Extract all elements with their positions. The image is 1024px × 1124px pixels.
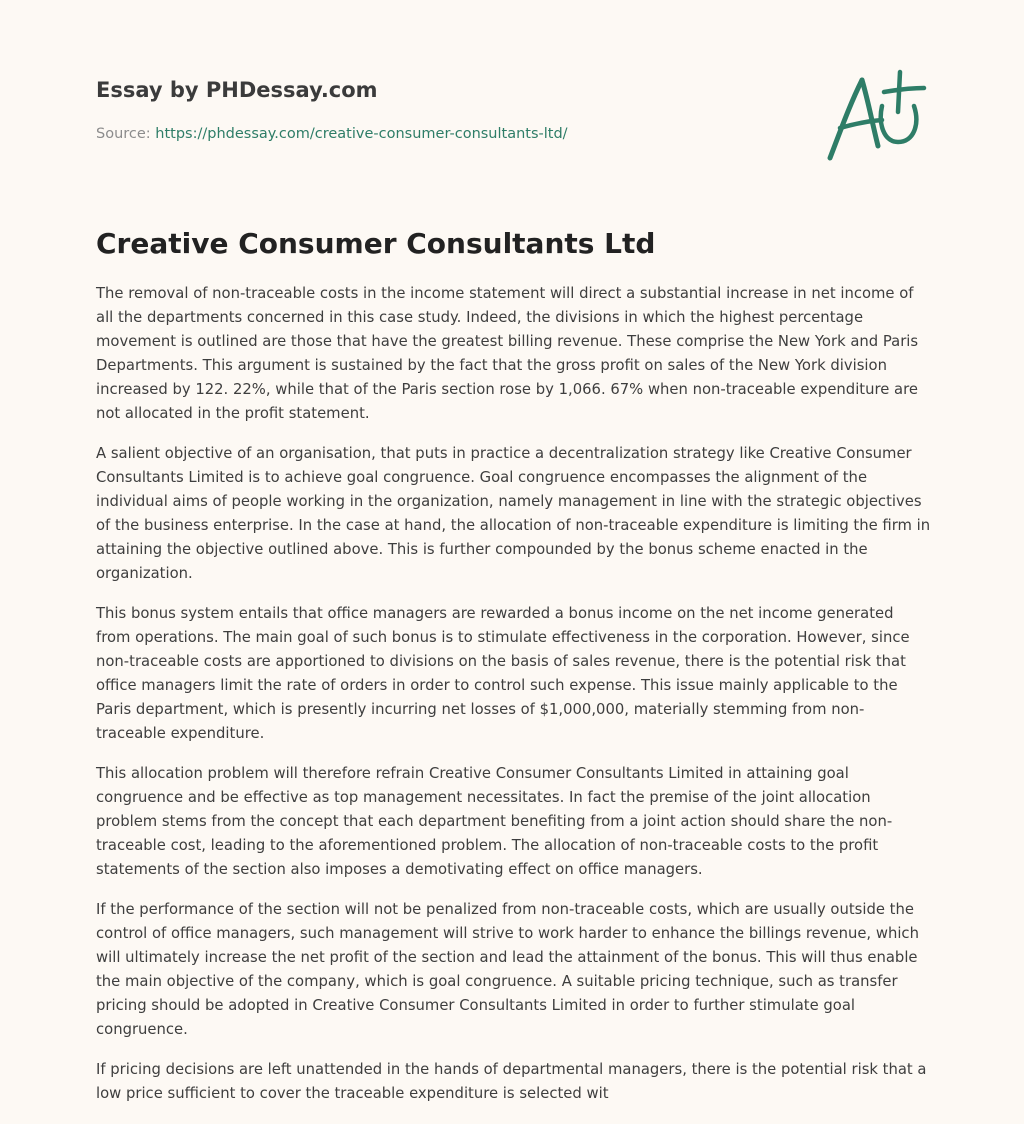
essay-paragraph: If pricing decisions are left unattended in the hands of departmental managers, there is the potential risk that a low price sufficient to cover the traceable expenditure is selected wit — [96, 1061, 927, 1102]
page-header — [96, 74, 796, 144]
essay-paragraph: This bonus system entails that office managers are rewarded a bonus income on the net income generated from operations. The main goal of such bonus is to stimulate effectiveness in the corporation. However, since non-traceable costs are apportioned to divisions on the basis of sales revenue, there is the potential risk that office managers limit the rate of orders in order to control such expense. This issue mainly applicable to the Paris department, which is presently incurring net losses of $1,000,000, materially stemming from non-traceable expenditure. — [96, 605, 910, 742]
essay-paragraph: The removal of non-traceable costs in the income statement will direct a substantial increase in net income of all the departments concerned in this case study. Indeed, the divisions in which the highest percentage movement is outlined are those that have the greatest billing revenue. These comprise the New York and Paris Departments. This argument is sustained by the fact that the gross profit on sales of the New York division increased by 122. 22%, while that of the Paris section rose by 1,066. 67% when non-traceable expenditure are not allocated in the profit statement. — [96, 285, 919, 422]
essay-content — [96, 226, 932, 1122]
source-label: Source: — [96, 126, 151, 142]
essay-paragraph: This allocation problem will therefore refrain Creative Consumer Consultants Limited in attaining goal congruence and be effective as top management necessitates. In fact the premise of the joint allocation problem stems from the concept that each department benefiting from a joint action should share the non-traceable cost, leading to the aforementioned problem. The allocation of non-traceable costs to the profit statements of the section also imposes a demotivating effect on office managers. — [96, 765, 893, 878]
essay-paragraph: If the performance of the section will not be penalized from non-traceable costs, which are usually outside the control of office managers, such management will strive to work harder to enhance the billings revenue, which will ultimately increase the net profit of the section and lead the attainment of the bonus. This will thus enable the main objective of the company, which is goal congruence. A suitable pricing technique, such as transfer pricing should be adopted in Creative Consumer Consultants Limited in order to further stimulate goal congruence. — [96, 901, 919, 1038]
a-plus-logo-icon — [818, 66, 930, 166]
source-link[interactable]: https://phdessay.com/creative-consumer-consultants-ltd/ — [155, 126, 568, 142]
essay-title: Creative Consumer Consultants Ltd — [96, 227, 656, 260]
essay-paragraph: A salient objective of an organisation, that puts in practice a decentralization strategy like Creative Consumer Consultants Limited is to achieve goal congruence. Goal congruence encompasses the alignment of the individual aims of people working in the organization, namely management in line with the strategic objectives of the business enterprise. In the case at hand, the allocation of non-traceable expenditure is limiting the firm in attaining the objective outlined above. This is further compounded by the bonus scheme enacted in the organization. — [96, 445, 931, 582]
source-line — [96, 124, 796, 144]
site-brand: Essay by PHDessay.com — [96, 78, 378, 102]
